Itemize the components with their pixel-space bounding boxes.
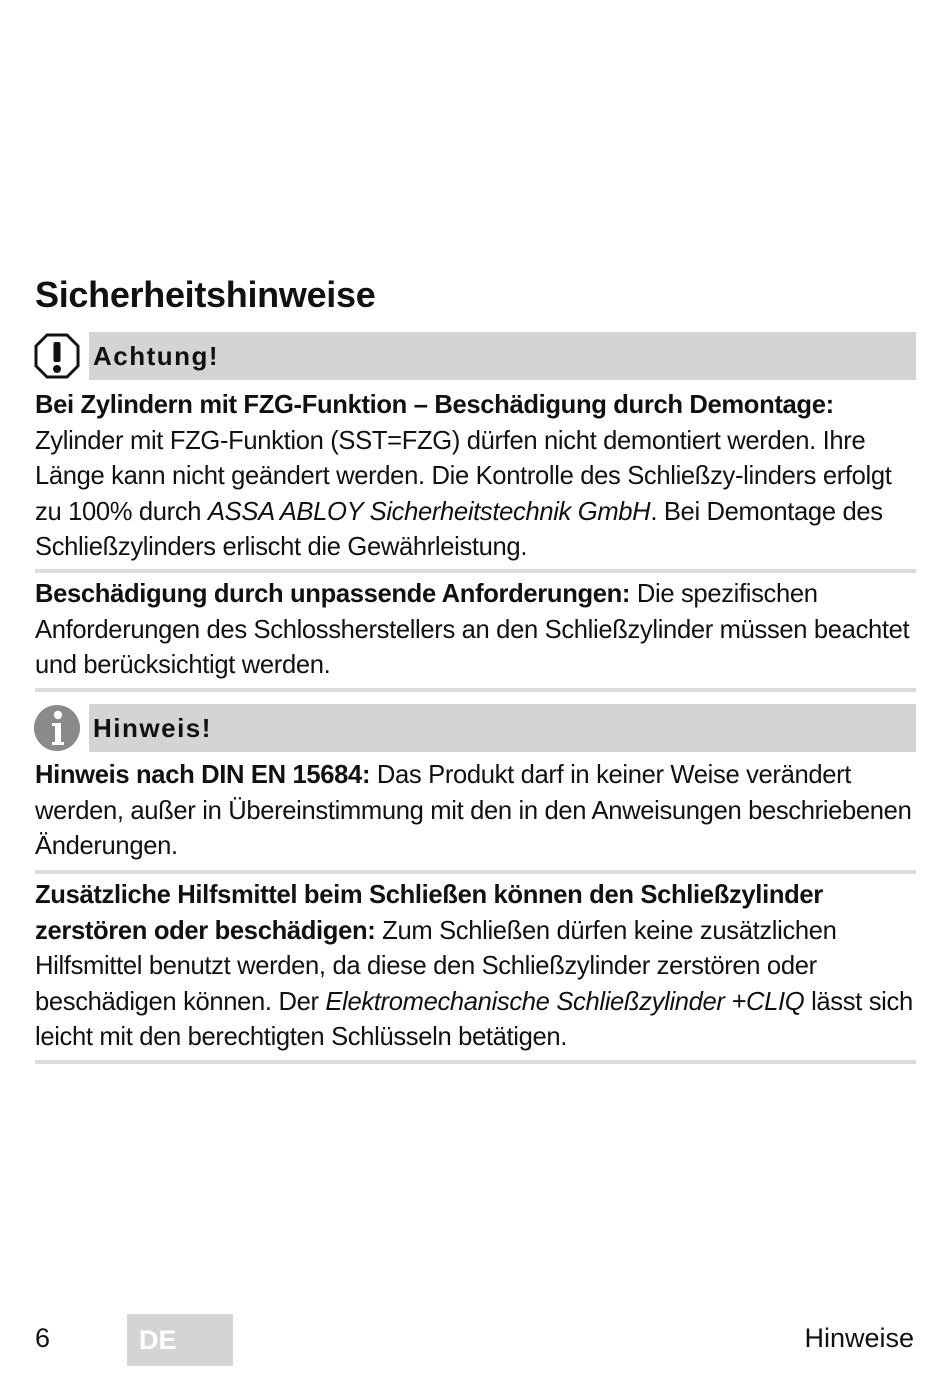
info-paragraph-2 [35,878,920,1056]
divider [35,569,916,573]
page-number: 6 [35,1323,51,1353]
info-p2-text2: lässt sich leicht mit den berechtigten Schlüsseln betätigen. [35,987,913,1051]
divider [35,870,916,874]
warning-label: Achtung! [93,341,220,371]
warning-p1-company: ASSA ABLOY Sicherheitstechnik GmbH [207,497,651,526]
warning-header [33,332,916,380]
info-p1-heading: Hinweis nach DIN EN 15684: [35,761,371,789]
info-p2-text1: Zum Schließen dürfen keine zusätzlichen Hilfsmittel benutzt werden, da diese den Schließzylinder zerstören oder beschädigen können. Der [35,916,837,1016]
info-p1-text: Das Produkt darf in keiner Weise verändert werden, außer in Übereinstimmung mit den in den Anweisungen beschriebenen Änderungen. [35,761,912,860]
page-title: Sicherheitshinweise [35,274,376,315]
warning-paragraph-1 [35,388,920,566]
warning-p2-heading: Beschädigung durch unpassende Anforderungen: [35,580,631,608]
warning-p1-heading: Bei Zylindern mit FZG-Funktion – Beschädigung durch Demontage: [35,391,834,419]
exclamation-icon [33,332,81,380]
divider [35,1060,916,1064]
info-label: Hinweis! [93,713,212,743]
divider [35,688,916,692]
warning-paragraph-2 [35,577,920,684]
info-p2-product: Elektromechanische Schließzylinder +CLIQ [325,987,805,1016]
info-header-bar [89,704,916,752]
info-header [33,704,916,752]
info-p2-heading: Zusätzliche Hilfsmittel beim Schließen können den Schließzylinder zerstören oder beschädigen: [35,881,823,945]
warning-p2-text: Die spezifischen Anforderungen des Schlossherstellers an den Schließzylinder müssen beachtet und berücksichtigt werden. [35,580,910,679]
info-icon [33,704,81,752]
warning-p1-text1: Zylinder mit FZG-Funktion (SST=FZG) dürfen nicht demontiert werden. Ihre Länge kann nicht geändert werden. Die Kontrolle des Schließzy-linders erfolgt zu 100% durch [35,426,892,526]
section-name: Hinweise [804,1323,914,1353]
warning-p1-text2: . Bei Demontage des Schließzylinders erlischt die Gewährleistung. [35,497,883,561]
info-paragraph-1 [35,758,920,865]
language-badge: DE [127,1314,233,1366]
